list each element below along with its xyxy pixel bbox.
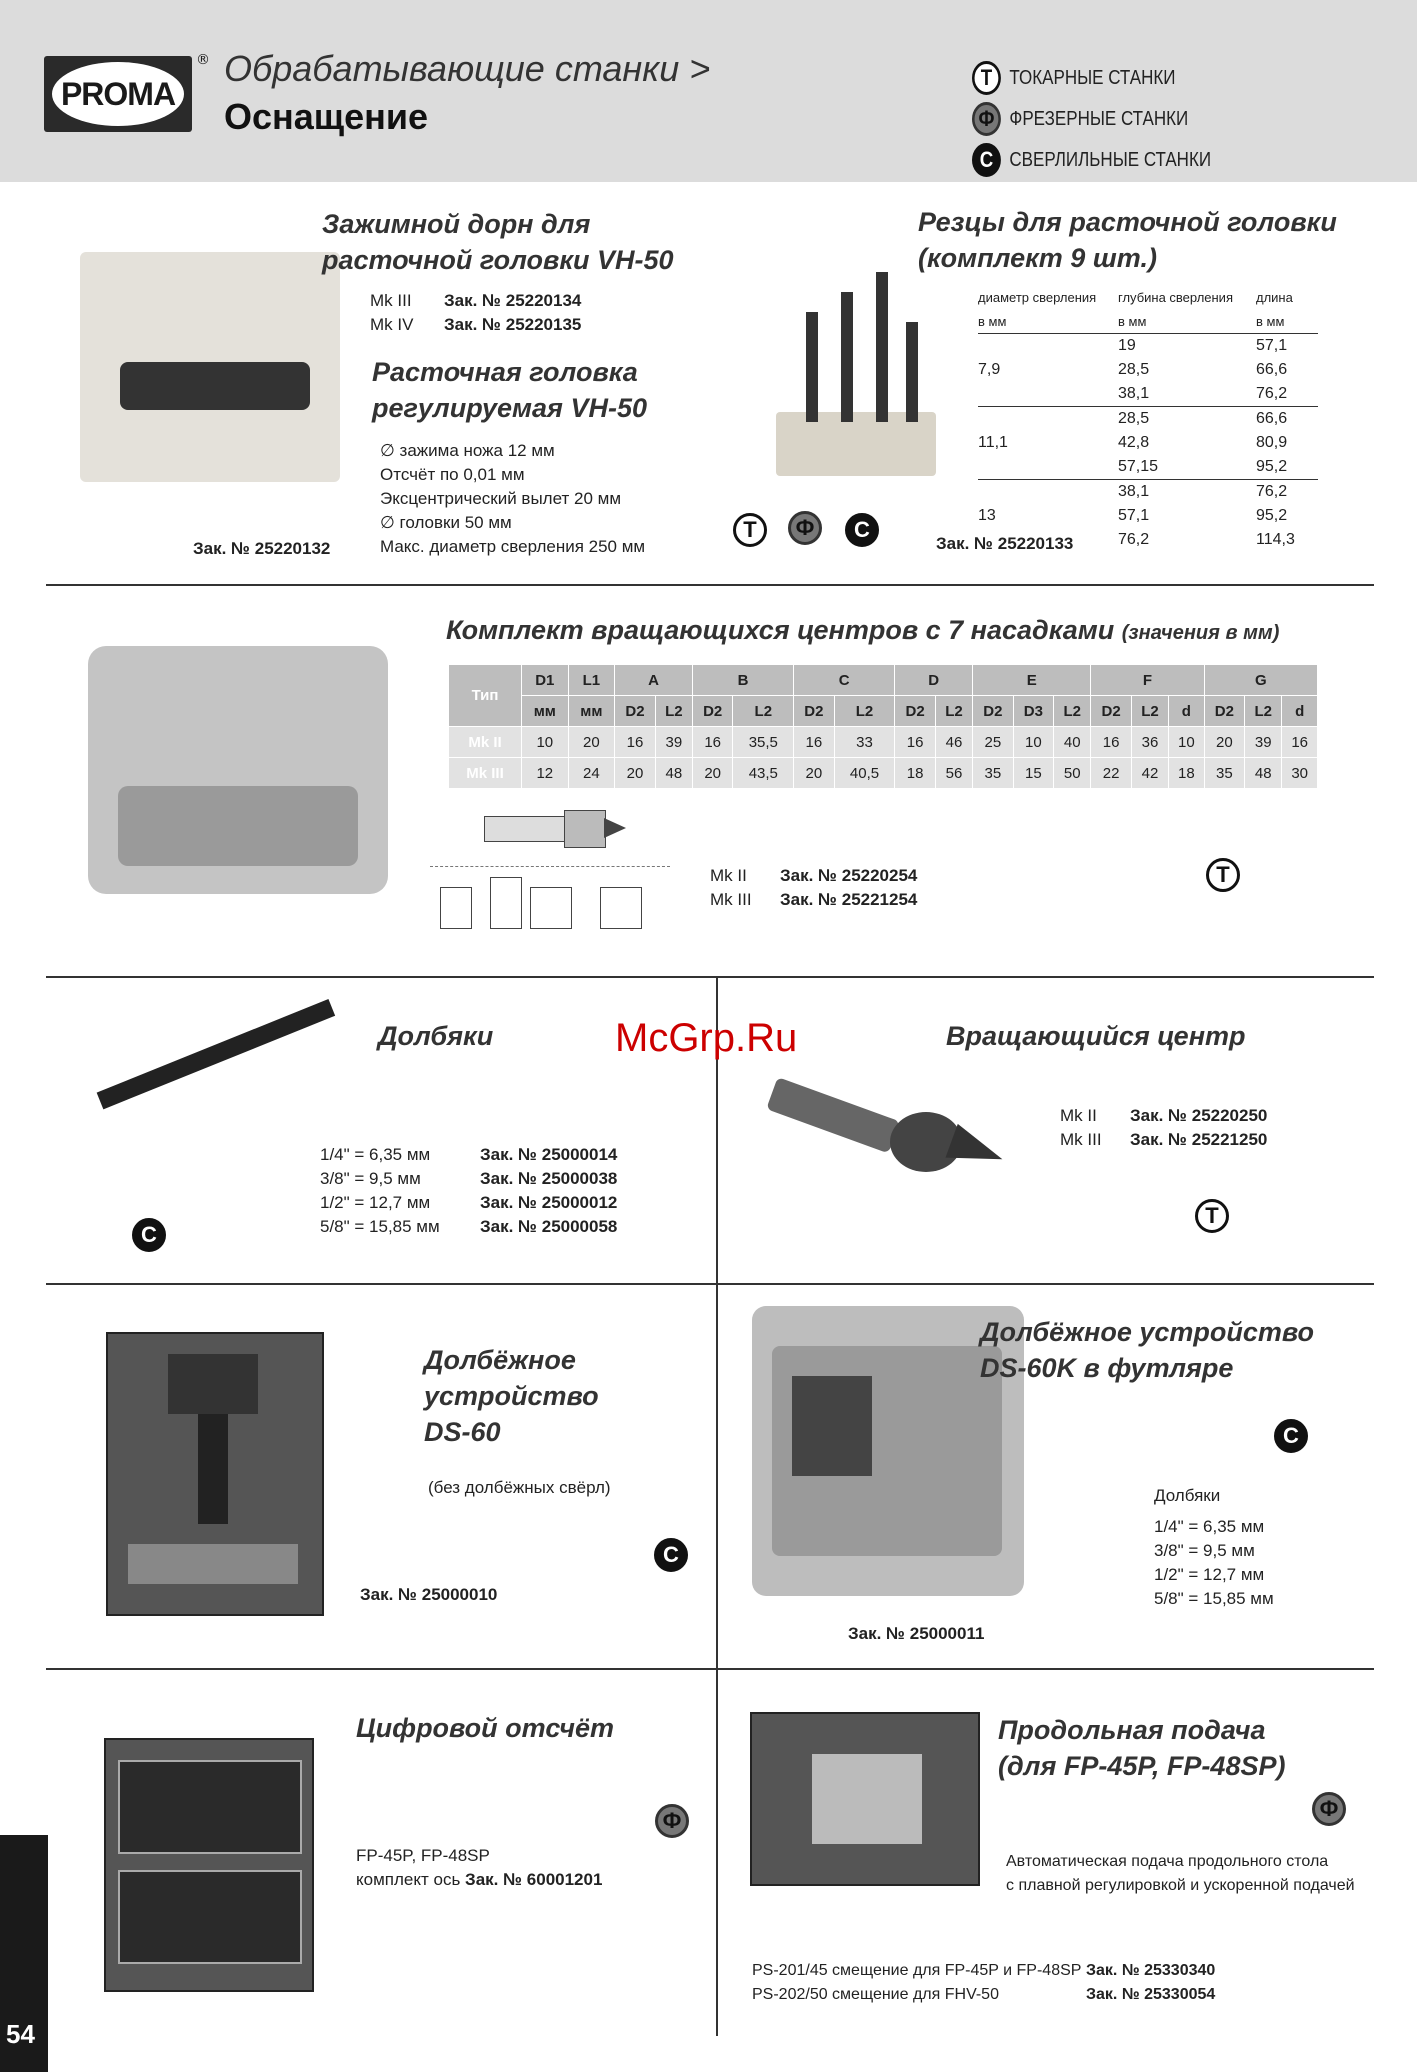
- table-cell: 35,5: [733, 727, 794, 758]
- legend-milling: [972, 101, 1188, 137]
- dro-display-1: [118, 1760, 302, 1854]
- table-cell: 30: [1282, 758, 1318, 789]
- drilling-icon: С: [1274, 1419, 1308, 1453]
- ds60k-size: 1/4" = 6,35 мм: [1154, 1517, 1265, 1536]
- centers-title: Комплект вращающихся центров с 7 насадками (значения в мм): [446, 615, 1280, 645]
- subheader-cell: мм: [522, 696, 569, 727]
- chisel-size: 3/8" = 9,5 мм: [320, 1169, 421, 1188]
- arbor-title-1: Зажимной дорн для: [322, 209, 591, 239]
- table-row: 76,2 114,3: [1118, 531, 1295, 548]
- section-divider: [46, 1283, 1374, 1285]
- milling-icon: Ф: [788, 511, 822, 545]
- table-row: [449, 758, 1318, 789]
- centers-mk-2: Mk III: [710, 890, 752, 909]
- attachment-a: [440, 887, 472, 929]
- centers-spec-table: [448, 664, 1318, 789]
- head-spec: Эксцентрический вылет 20 мм: [380, 489, 622, 508]
- col-head-length: длина: [1256, 290, 1293, 305]
- ds60k-title-1: Долбёжное устройство: [980, 1317, 1315, 1347]
- ds60k-chisels: [792, 1376, 872, 1476]
- header-subtitle: Обрабатывающие станки >: [224, 48, 711, 89]
- feed-title-1: Продольная подача: [998, 1715, 1266, 1745]
- attachments-drawing: [430, 866, 670, 957]
- table-cell: 20: [692, 758, 733, 789]
- ds60-spindle: [198, 1414, 228, 1524]
- chisel-size: 1/4" = 6,35 мм: [320, 1145, 431, 1164]
- center-drawing: [480, 806, 640, 854]
- head-spec: Макс. диаметр сверления 250 мм: [380, 537, 646, 556]
- dro-title: Цифровой отсчёт: [356, 1713, 615, 1743]
- page-number: 54: [6, 2019, 35, 2049]
- col-unit: в мм: [1118, 314, 1147, 329]
- milling-icon: Ф: [972, 102, 1001, 136]
- drilling-icon: С: [132, 1218, 166, 1252]
- group-header: D: [895, 665, 973, 696]
- section-divider: [46, 976, 1374, 978]
- ds60-title-1: Долбёжное: [424, 1345, 576, 1375]
- cutters-title-1: Резцы для расточной головки: [918, 207, 1337, 237]
- feed-row-order: Зак. № 25330340: [1086, 1962, 1216, 1979]
- chisel-photo: [100, 1032, 340, 1162]
- arbor-order-2: Зак. № 25220135: [444, 315, 582, 334]
- head-spec: Отсчёт по 0,01 мм: [380, 465, 525, 484]
- type-header: Тип: [449, 665, 522, 727]
- table-cell: 10: [522, 727, 569, 758]
- live-center-order-1: Зак. № 25220250: [1130, 1106, 1268, 1125]
- registered-mark: ®: [196, 52, 210, 68]
- ds60-head: [168, 1354, 258, 1414]
- row-label: Mk III: [449, 758, 522, 789]
- section-divider: [46, 1668, 1374, 1670]
- table-cell: 50: [1054, 758, 1091, 789]
- table-cell: 33: [834, 727, 895, 758]
- table-cell: 48: [1245, 758, 1282, 789]
- table-row: 11,1 42,8 80,9: [978, 434, 1288, 451]
- group-header: D1: [522, 665, 569, 696]
- row-label: Mk II: [449, 727, 522, 758]
- subheader-cell: D2: [692, 696, 733, 727]
- legend-label: СВЕРЛИЛЬНЫЕ СТАНКИ: [1009, 148, 1212, 171]
- feed-photo: [750, 1712, 980, 1886]
- legend-label: ФРЕЗЕРНЫЕ СТАНКИ: [1009, 107, 1189, 130]
- chisel-order: Зак. № 25000012: [480, 1193, 618, 1212]
- table-cell: 40,5: [834, 758, 895, 789]
- head-title-1: Расточная головка: [372, 357, 638, 387]
- table-cell: 22: [1091, 758, 1132, 789]
- arbor-mk-2: Mk IV: [370, 315, 414, 334]
- group-header: L1: [568, 665, 615, 696]
- table-cell: 35: [973, 758, 1014, 789]
- dro-line-1: FP-45P, FP-48SP: [356, 1846, 490, 1865]
- col-unit: в мм: [978, 314, 1007, 329]
- table-cell: 18: [895, 758, 936, 789]
- subheader-cell: D2: [895, 696, 936, 727]
- cutter-bit: [841, 292, 853, 422]
- chisel-size: 5/8" = 15,85 мм: [320, 1217, 440, 1236]
- lathe-icon: Т: [1206, 858, 1240, 892]
- ds60-photo: [106, 1332, 324, 1616]
- ds60-title-2: устройство: [424, 1381, 599, 1411]
- table-cell: 20: [1204, 727, 1245, 758]
- ds60k-order: Зак. № 25000011: [848, 1624, 985, 1643]
- ds60-note: (без долбёжных свёрл): [428, 1478, 611, 1497]
- table-cell: 43,5: [733, 758, 794, 789]
- arbor-order-1: Зак. № 25220134: [444, 291, 582, 310]
- subheader-cell: D2: [973, 696, 1014, 727]
- group-header: E: [973, 665, 1091, 696]
- case-insert: [118, 786, 358, 866]
- legend-lathe: [972, 60, 1175, 96]
- centers-mk-1: Mk II: [710, 866, 747, 885]
- center-shank: [484, 816, 566, 842]
- milling-icon: Ф: [655, 1804, 689, 1838]
- table-cell: 10: [1013, 727, 1054, 758]
- subheader-cell: L2: [733, 696, 794, 727]
- live-center-shank: [766, 1077, 900, 1153]
- table-cell: 36: [1131, 727, 1168, 758]
- head-spec: ∅ головки 50 мм: [380, 513, 512, 532]
- dro-order: Зак. № 60001201: [465, 1870, 603, 1889]
- table-cell: 42: [1131, 758, 1168, 789]
- table-subheader-row: [449, 696, 1318, 727]
- chisel-order: Зак. № 25000038: [480, 1169, 618, 1188]
- dro-line-2: комплект ось Зак. № 60001201: [356, 1870, 603, 1889]
- feed-row-text: PS-201/45 смещение для FP-45P и FP-48SP: [752, 1962, 1082, 1979]
- subheader-cell: D3: [1013, 696, 1054, 727]
- milling-icon: Ф: [1312, 1792, 1346, 1826]
- dro-photo: [104, 1738, 314, 1992]
- chisel-size: 1/2" = 12,7 мм: [320, 1193, 431, 1212]
- proma-logo: [44, 56, 192, 132]
- table-cell: 20: [615, 758, 656, 789]
- ds60k-list-title: Долбяки: [1154, 1486, 1221, 1505]
- arbor-case-photo: [80, 252, 340, 482]
- live-center-mk-2: Mk III: [1060, 1130, 1102, 1149]
- attachment-b: [490, 877, 522, 929]
- centers-order-1: Зак. № 25220254: [780, 866, 918, 885]
- lathe-icon: Т: [972, 61, 1001, 95]
- ds60k-size: 5/8" = 15,85 мм: [1154, 1589, 1274, 1608]
- arbor-title-2: расточной головки VH-50: [322, 245, 674, 275]
- table-cell: 20: [568, 727, 615, 758]
- table-cell: 48: [655, 758, 692, 789]
- centers-case-photo: [88, 646, 388, 894]
- cutters-order: Зак. № 25220133: [936, 534, 1074, 553]
- cutters-photo: [766, 262, 946, 480]
- arbor-order-bottom: Зак. № 25220132: [193, 539, 331, 558]
- table-cell: 15: [1013, 758, 1054, 789]
- lathe-icon: Т: [1195, 1199, 1229, 1233]
- subheader-cell: L2: [1131, 696, 1168, 727]
- ds60-table: [128, 1544, 298, 1584]
- table-row: 57,15 95,2: [978, 455, 1318, 480]
- table-row: 28,5 66,6: [1118, 410, 1288, 427]
- chisel-shape: [97, 999, 336, 1109]
- table-cell: 16: [1282, 727, 1318, 758]
- table-cell: 12: [522, 758, 569, 789]
- center-body: [564, 810, 606, 848]
- subheader-cell: L2: [655, 696, 692, 727]
- watermark: McGrp.Ru: [615, 1016, 798, 1060]
- subheader-cell: L2: [1054, 696, 1091, 727]
- subheader-cell: мм: [568, 696, 615, 727]
- chisel-order: Зак. № 25000058: [480, 1217, 618, 1236]
- subheader-cell: D2: [615, 696, 656, 727]
- group-header: A: [615, 665, 693, 696]
- table-cell: 24: [568, 758, 615, 789]
- logo-text: PROMA: [52, 62, 184, 126]
- subheader-cell: D2: [1204, 696, 1245, 727]
- group-header: B: [692, 665, 793, 696]
- cutters-table: [978, 334, 1318, 552]
- cutter-bit: [876, 272, 888, 422]
- centers-order-2: Зак. № 25221254: [780, 890, 918, 909]
- col-unit: в мм: [1256, 314, 1285, 329]
- table-cell: 16: [692, 727, 733, 758]
- table-row: 7,9 28,5 66,6: [978, 361, 1288, 378]
- table-row: 19 57,1: [1118, 337, 1288, 354]
- legend-drilling: [972, 142, 1211, 178]
- cutter-bit: [906, 322, 918, 422]
- live-center-title: Вращающийся центр: [946, 1021, 1246, 1051]
- feed-desc-1: Автоматическая подача продольного стола: [1006, 1853, 1329, 1870]
- subheader-cell: d: [1169, 696, 1205, 727]
- ds60k-size: 3/8" = 9,5 мм: [1154, 1541, 1255, 1560]
- table-cell: 10: [1169, 727, 1205, 758]
- page-title: Оснащение: [224, 96, 429, 137]
- section-divider: [46, 584, 1374, 586]
- table-cell: 46: [935, 727, 972, 758]
- table-cell: 25: [973, 727, 1014, 758]
- feed-desc-2: с плавной регулировкой и ускоренной подачей: [1006, 1877, 1355, 1894]
- drilling-icon: С: [845, 513, 879, 547]
- table-cell: 16: [794, 727, 835, 758]
- table-cell: 16: [615, 727, 656, 758]
- feed-row-order: Зак. № 25330054: [1086, 1986, 1216, 2003]
- feed-row-text: PS-202/50 смещение для FHV-50: [752, 1986, 999, 2003]
- chisels-title: Долбяки: [378, 1021, 494, 1051]
- live-center-mk-1: Mk II: [1060, 1106, 1097, 1125]
- arbor-mk-1: Mk III: [370, 291, 412, 310]
- subheader-cell: L2: [935, 696, 972, 727]
- table-cell: 56: [935, 758, 972, 789]
- dro-display-2: [118, 1870, 302, 1964]
- table-cell: 40: [1054, 727, 1091, 758]
- arbor-shape: [120, 362, 310, 410]
- live-center-order-2: Зак. № 25221250: [1130, 1130, 1268, 1149]
- subheader-cell: D2: [1091, 696, 1132, 727]
- table-cell: 16: [1091, 727, 1132, 758]
- legend-label: ТОКАРНЫЕ СТАНКИ: [1009, 66, 1176, 89]
- feed-unit: [812, 1754, 922, 1844]
- ds60-title-3: DS-60: [424, 1417, 501, 1447]
- head-spec: ∅ зажима ножа 12 мм: [380, 441, 555, 460]
- table-row: 13 57,1 95,2: [978, 507, 1288, 524]
- table-cell: 20: [794, 758, 835, 789]
- subheader-cell: L2: [834, 696, 895, 727]
- center-tip: [604, 818, 626, 838]
- group-header: G: [1204, 665, 1317, 696]
- table-cell: 16: [895, 727, 936, 758]
- ds60k-size: 1/2" = 12,7 мм: [1154, 1565, 1265, 1584]
- drilling-icon: С: [972, 143, 1001, 177]
- chisel-order: Зак. № 25000014: [480, 1145, 618, 1164]
- table-cell: 35: [1204, 758, 1245, 789]
- page-number-tab: [0, 1835, 48, 2072]
- table-row: 38,1 76,2: [978, 382, 1318, 407]
- table-cell: 18: [1169, 758, 1205, 789]
- column-divider: [716, 976, 718, 2036]
- col-head-diameter: диаметр сверления: [978, 290, 1097, 305]
- lathe-icon: Т: [733, 513, 767, 547]
- group-header: C: [794, 665, 895, 696]
- attachment-d: [600, 887, 642, 929]
- subheader-cell: L2: [1245, 696, 1282, 727]
- table-cell: 39: [655, 727, 692, 758]
- centers-title-note: (значения в мм): [1121, 622, 1280, 644]
- subheader-cell: D2: [794, 696, 835, 727]
- live-center-tip: [945, 1124, 1008, 1176]
- table-cell: 39: [1245, 727, 1282, 758]
- feed-title-2: (для FP-45P, FP-48SP): [998, 1751, 1286, 1781]
- cutter-bit: [806, 312, 818, 422]
- drilling-icon: С: [654, 1538, 688, 1572]
- cutters-title-2: (комплект 9 шт.): [918, 243, 1157, 273]
- table-row: 38,1 76,2: [1118, 483, 1288, 500]
- attachment-c: [530, 887, 572, 929]
- subheader-cell: d: [1282, 696, 1318, 727]
- table-row: [449, 727, 1318, 758]
- table-header-row: [449, 665, 1318, 696]
- ds60k-title-2: DS-60K в футляре: [980, 1353, 1234, 1383]
- col-head-depth: глубина сверления: [1118, 290, 1233, 305]
- ds60-order: Зак. № 25000010: [360, 1585, 498, 1604]
- head-title-2: регулируемая VH-50: [372, 393, 647, 423]
- live-center-photo: [772, 1056, 1022, 1196]
- group-header: F: [1091, 665, 1204, 696]
